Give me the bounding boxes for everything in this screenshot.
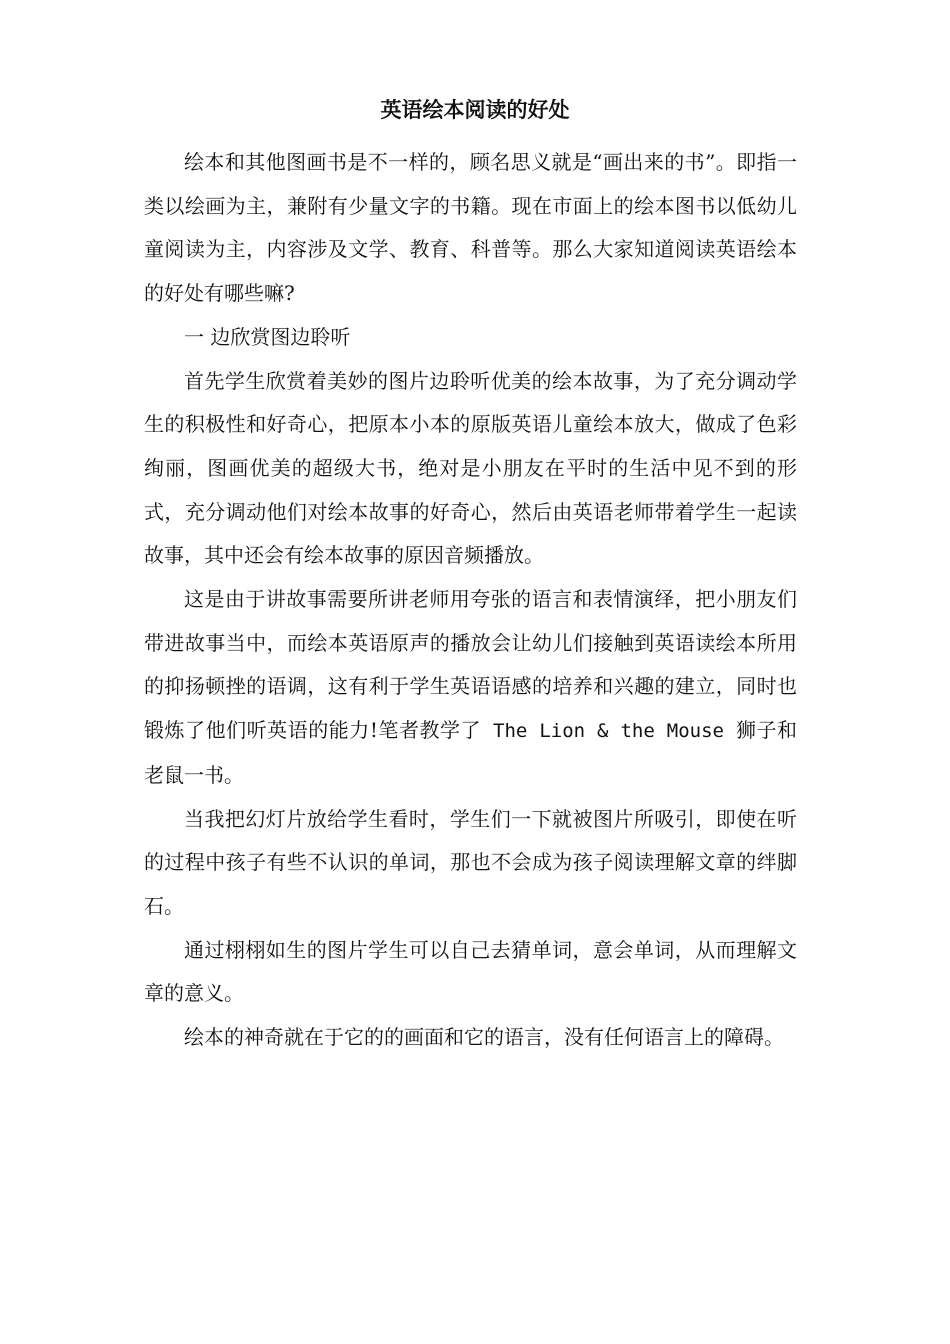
- paragraph-conclusion: 绘本的神奇就在于它的的画面和它的语言，没有任何语言上的障碍。: [184, 1025, 784, 1050]
- paragraph-storytelling: [144, 578, 797, 798]
- paragraph-intro: 绘本和其他图画书是不一样的，顾名思义就是“画出来的书”。即指一类以绘画为主，兼附有少量文字的书籍。现在市面上的绘本图书以低幼儿童阅读为主，内容涉及文学、教育、科普等。那么大家知道阅读英语绘本的好处有哪些嘛?: [144, 150, 797, 306]
- book-title-english: The Lion & the Mouse: [481, 720, 736, 743]
- paragraph-guess-words: 通过栩栩如生的图片学生可以自己去猜单词，意会单词，从而理解文章的意义。: [144, 937, 797, 1006]
- paragraph-listening: 首先学生欣赏着美妙的图片边聆听优美的绘本故事，为了充分调动学生的积极性和好奇心，把原本小本的原版英语儿童绘本放大，做成了色彩绚丽，图画优美的超级大书，绝对是小朋友在平时的生活中见不到的形式，充分调动他们对绘本故事的好奇心，然后由英语老师带着学生一起读故事，其中还会有绘本故事的原因音频播放。: [144, 368, 797, 568]
- section-heading: 一 边欣赏图边聆听: [184, 324, 351, 349]
- document-title: 英语绘本阅读的好处: [380, 97, 570, 122]
- paragraph-slides: 当我把幻灯片放给学生看时，学生们一下就被图片所吸引，即使在听的过程中孩子有些不认识的单词，那也不会成为孩子阅读理解文章的绊脚石。: [144, 806, 797, 918]
- paragraph-storytelling-end: 狮子和老鼠一书。: [144, 718, 797, 787]
- document-body: [144, 141, 797, 1060]
- paragraph-storytelling-text: 这是由于讲故事需要所讲老师用夸张的语言和表情演绎，把小朋友们带进故事当中，而绘本英语原声的播放会让幼儿们接触到英语读绘本所用的抑扬顿挫的语调，这有利于学生英语语感的培养和兴趣的建立，同时也锻炼了他们听英语的能力!笔者教学了: [144, 587, 797, 743]
